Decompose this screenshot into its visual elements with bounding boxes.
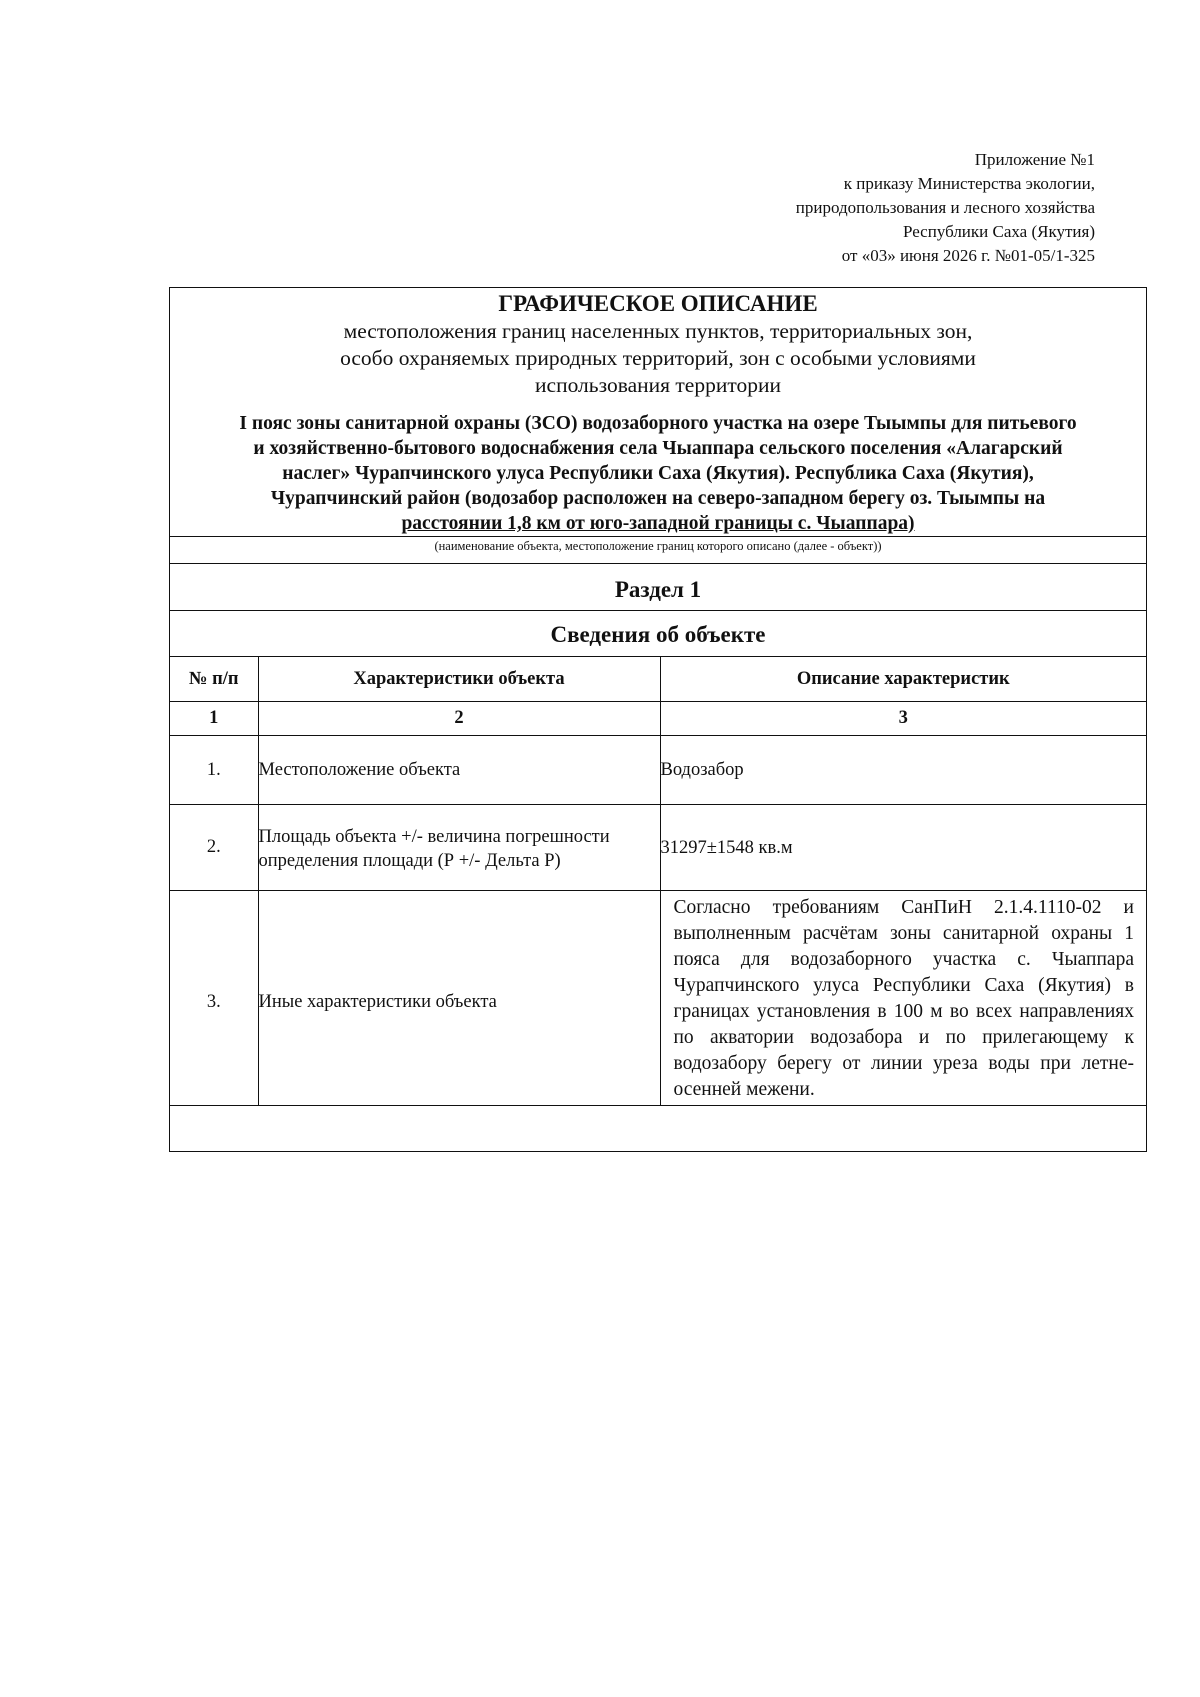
column-number: 3 <box>660 702 1146 736</box>
object-line: Чурапчинский район (водозабор расположен на северо-западном берегу оз. Тыымпы на <box>270 488 1046 509</box>
row-number: 1. <box>170 736 258 805</box>
table-header-row <box>170 657 1146 702</box>
subtitle-line: особо охраняемых природных территорий, зон с особыми условиями <box>340 346 976 370</box>
appendix-line: к приказу Министерства экологии, <box>843 174 1095 193</box>
object-line: I пояс зоны санитарной охраны (ЗСО) водозаборного участка на озере Тыымпы для питьевого <box>239 413 1077 434</box>
object-line: и хозяйственно-бытового водоснабжения села Чыаппара сельского поселения «Алагарский <box>253 438 1063 459</box>
appendix-block <box>796 148 1095 268</box>
appendix-line: природопользования и лесного хозяйства <box>795 198 1095 217</box>
appendix-line: Приложение №1 <box>974 150 1095 169</box>
row-number: 2. <box>170 805 258 891</box>
column-header-number: № п/п <box>170 657 258 702</box>
document-subtitle <box>170 318 1146 399</box>
object-name <box>170 411 1146 536</box>
column-number-row <box>170 702 1146 736</box>
subtitle-line: использования территории <box>535 373 781 397</box>
document-header <box>170 288 1146 537</box>
section-heading: Сведения об объекте <box>170 611 1146 657</box>
column-number: 2 <box>258 702 660 736</box>
column-number: 1 <box>170 702 258 736</box>
object-info-table <box>170 657 1146 1106</box>
document-title: ГРАФИЧЕСКОЕ ОПИСАНИЕ <box>498 291 818 316</box>
subtitle-line: местоположения границ населенных пунктов, территориальных зон, <box>343 319 973 343</box>
document-frame <box>169 287 1147 1152</box>
row-description: Согласно требованиям СанПиН 2.1.4.1110-02 и выполненным расчётам зоны санитарной охраны 1 пояса для водозаборного участка с. Чыаппара Чурапчинского улуса Республики Саха (Якутия) в границах установления в 100 м во всех направлениях по акватории водозабора и по прилегающему к водозабору берегу от линии уреза воды при летне-осенней межени. <box>660 891 1146 1106</box>
section-label: Раздел 1 <box>170 564 1146 611</box>
table-row <box>170 805 1146 891</box>
row-description: Водозабор <box>660 736 1146 805</box>
column-header-description: Описание характеристик <box>660 657 1146 702</box>
row-description: 31297±1548 кв.м <box>660 805 1146 891</box>
row-number: 3. <box>170 891 258 1106</box>
column-header-characteristic: Характеристики объекта <box>258 657 660 702</box>
appendix-line: от «03» июня 2026 г. №01-05/1-325 <box>841 246 1095 265</box>
row-characteristic: Местоположение объекта <box>258 736 660 805</box>
row-characteristic: Иные характеристики объекта <box>258 891 660 1106</box>
empty-trailing-row <box>170 1106 1146 1151</box>
appendix-line: Республики Саха (Якутия) <box>902 222 1095 241</box>
table-row <box>170 736 1146 805</box>
row-characteristic: Площадь объекта +/- величина погрешности определения площади (Р +/- Дельта Р) <box>258 805 660 891</box>
object-caption: (наименование объекта, местоположение границ которого описано (далее - объект)) <box>170 537 1146 564</box>
table-row <box>170 891 1146 1106</box>
object-line: расстоянии 1,8 км от юго-западной границы с. Чыаппара) <box>401 513 915 534</box>
object-line: наслег» Чурапчинского улуса Республики Саха (Якутия). Республика Саха (Якутия), <box>282 463 1034 484</box>
